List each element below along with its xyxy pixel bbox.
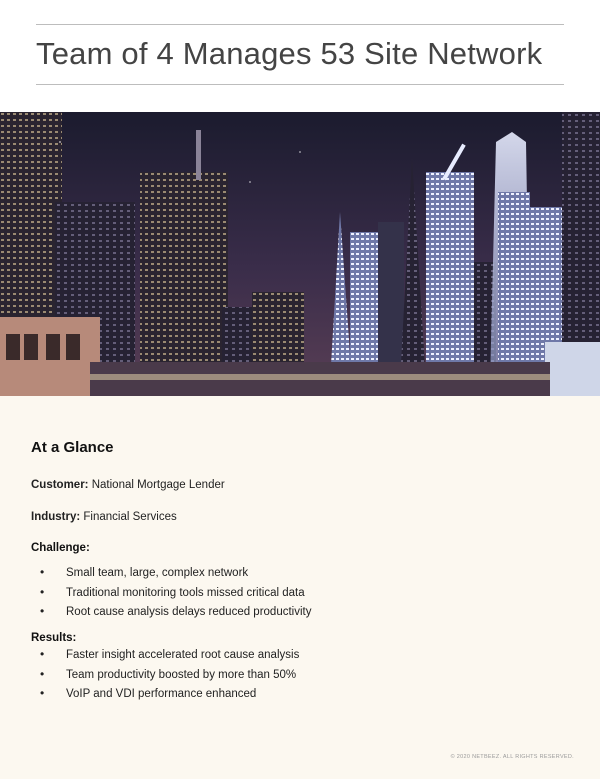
challenge-list bbox=[40, 566, 311, 625]
bullet-icon: • bbox=[40, 604, 45, 618]
bullet-icon: • bbox=[40, 686, 45, 700]
title-top-rule bbox=[36, 24, 564, 25]
bullet-icon: • bbox=[40, 647, 45, 661]
customer-label: Customer: bbox=[31, 479, 89, 491]
customer-field bbox=[31, 479, 225, 491]
list-item: • Small team, large, complex network bbox=[40, 565, 249, 579]
list-item: • Root cause analysis delays reduced productivity bbox=[40, 604, 312, 618]
page-title: Team of 4 Manages 53 Site Network bbox=[36, 36, 543, 71]
industry-field bbox=[31, 511, 177, 523]
city-skyline-image bbox=[0, 112, 600, 396]
at-a-glance-section bbox=[0, 396, 600, 779]
list-item: • Faster insight accelerated root cause analysis bbox=[40, 647, 300, 661]
list-item: • VoIP and VDI performance enhanced bbox=[40, 686, 257, 700]
at-a-glance-heading: At a Glance bbox=[31, 439, 114, 456]
results-label: Results: bbox=[31, 632, 77, 644]
results-list bbox=[40, 648, 299, 707]
list-item: • Traditional monitoring tools missed critical data bbox=[40, 584, 305, 599]
copyright-notice: © 2020 NETBEEZ. ALL RIGHTS RESERVED. bbox=[450, 754, 574, 760]
bullet-icon: • bbox=[40, 565, 45, 579]
challenge-label: Challenge: bbox=[31, 542, 90, 554]
bullet-icon: • bbox=[40, 666, 45, 681]
bullet-icon: • bbox=[40, 584, 45, 599]
industry-label: Industry: bbox=[31, 511, 81, 523]
industry-value: Financial Services bbox=[83, 511, 177, 523]
customer-value: National Mortgage Lender bbox=[91, 479, 225, 491]
title-bottom-rule bbox=[36, 84, 564, 85]
list-item: • Team productivity boosted by more than 50% bbox=[40, 666, 297, 681]
